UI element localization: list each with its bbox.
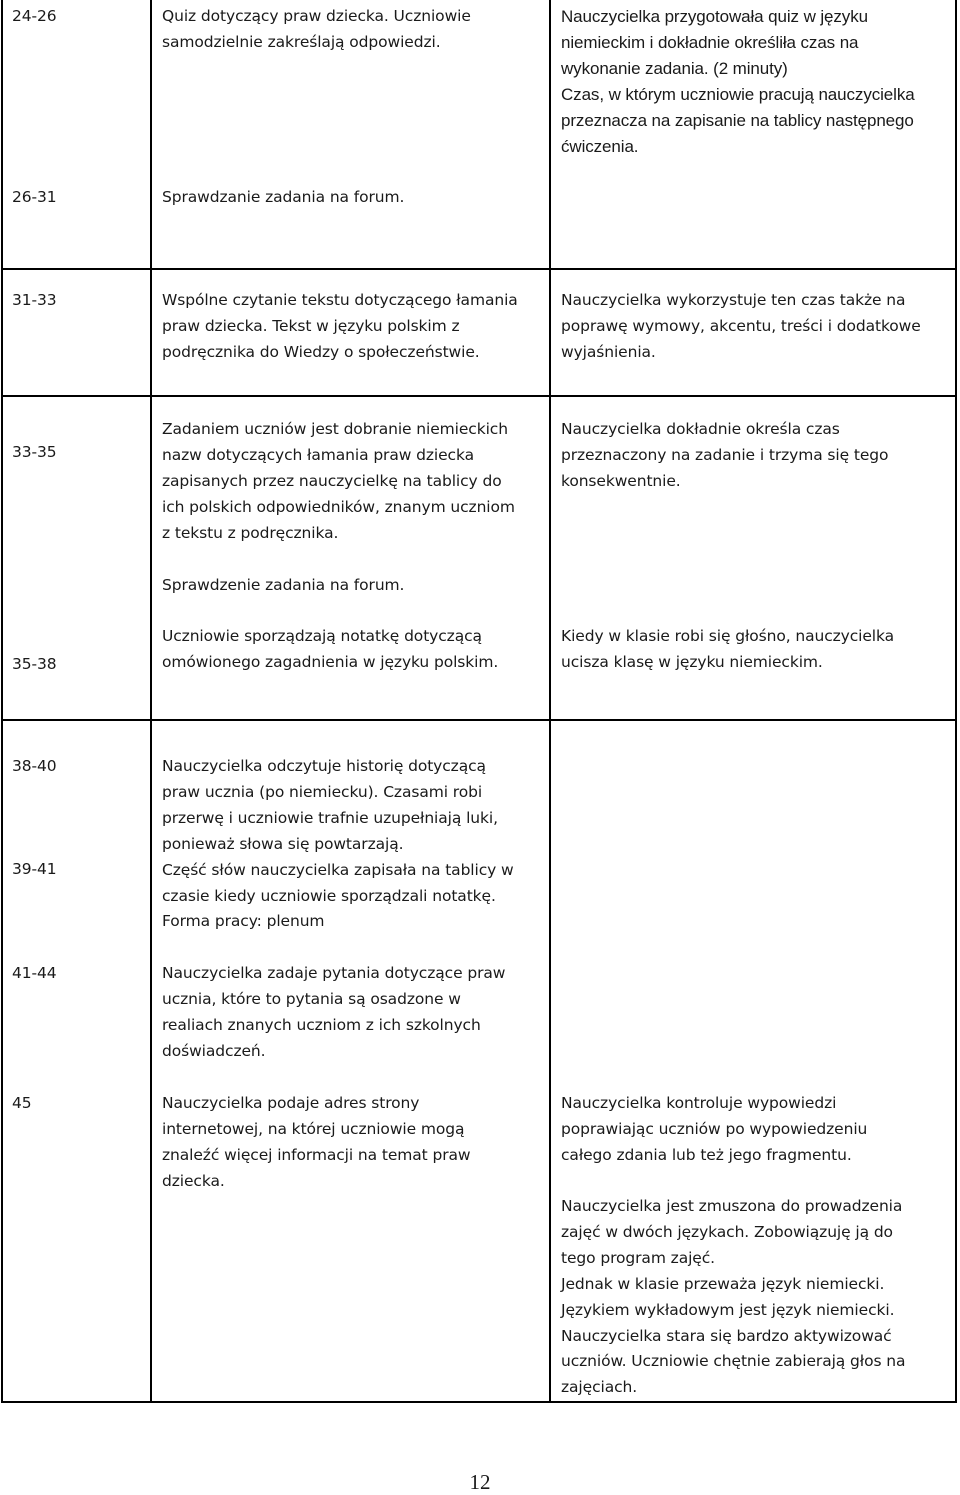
activity-cell: Sprawdzanie zadania na forum. xyxy=(162,188,405,206)
activity-cell: Sprawdzenie zadania na forum. xyxy=(162,576,405,594)
comment-cell: Nauczycielka jest zmuszona do prowadzenia zajęć w dwóch językach. Zobowiązuję ją do tego program zajęć. Jednak w klasie przeważa język niemiecki. Językiem wykładowym jest język niemiecki. Nauczycielka stara się bardzo aktywizować uczniów. Uczniowie chętnie zabierają głos na zajęciach. xyxy=(561,1197,906,1397)
comment-cell: Kiedy w klasie robi się głośno, nauczycielka ucisza klasę w języku niemieckim. xyxy=(561,627,895,671)
time-cell: 45 xyxy=(12,1094,32,1112)
time-cell: 39-41 xyxy=(12,860,57,878)
row-divider-3 xyxy=(1,719,957,721)
table-border-right xyxy=(955,0,957,1403)
comment-cell: Nauczycielka wykorzystuje ten czas także na poprawę wymowy, akcentu, treści i dodatkowe wyjaśnienia. xyxy=(561,291,921,361)
time-cell: 24-26 xyxy=(12,7,57,25)
time-cell: 26-31 xyxy=(12,188,57,206)
activity-cell: Wspólne czytanie tekstu dotyczącego łamania praw dziecka. Tekst w języku polskim z podręcznika do Wiedzy o społeczeństwie. xyxy=(162,291,518,361)
column-divider-1 xyxy=(150,0,152,1403)
activity-cell: Quiz dotyczący praw dziecka. Uczniowie samodzielnie zakreślają odpowiedzi. xyxy=(162,7,471,51)
comment-cell: Nauczycielka dokładnie określa czas przeznaczony na zadanie i trzyma się tego konsekwentnie. xyxy=(561,420,889,490)
activity-cell: Nauczycielka odczytuje historię dotyczącą praw ucznia (po niemiecku). Czasami robi przerwę i uczniowie trafnie uzupełniają luki, ponieważ słowa się powtarzają. Część słów nauczycielka zapisała na tablicy w czasie kiedy uczniowie sporządzali notatkę. Forma pracy: plenum xyxy=(162,757,514,931)
page-number: 12 xyxy=(469,1470,491,1494)
comment-cell: Nauczycielka kontroluje wypowiedzi poprawiając uczniów po wypowiedzeniu całego zdania lub też jego fragmentu. xyxy=(561,1094,868,1164)
time-cell: 35-38 xyxy=(12,655,57,673)
time-cell: 31-33 xyxy=(12,291,57,309)
time-cell: 38-40 xyxy=(12,757,57,775)
activity-cell: Nauczycielka podaje adres strony internetowej, na której uczniowie mogą znaleźć więcej informacji na temat praw dziecka. xyxy=(162,1094,471,1190)
row-divider-1 xyxy=(1,268,957,270)
activity-cell: Nauczycielka zadaje pytania dotyczące praw ucznia, które to pytania są osadzone w realiach znanych uczniom z ich szkolnych doświadczeń. xyxy=(162,964,506,1060)
time-cell: 41-44 xyxy=(12,964,57,982)
time-cell: 33-35 xyxy=(12,443,57,461)
row-divider-2 xyxy=(1,395,957,397)
comment-cell: Nauczycielka przygotowała quiz w języku niemieckim i dokładnie określiła czas na wykonanie zadania. (2 minuty) Czas, w którym uczniowie pracują nauczycielka przeznacza na zapisanie na tablicy następnego ćwiczenia. xyxy=(561,7,915,156)
activity-cell: Zadaniem uczniów jest dobranie niemieckich nazw dotyczących łamania praw dziecka zapisanych przez nauczycielkę na tablicy do ich polskich odpowiedników, znanym uczniom z tekstu z podręcznika. xyxy=(162,420,515,542)
column-divider-2 xyxy=(549,0,551,1403)
table-border-bottom xyxy=(1,1401,957,1403)
table-border-left xyxy=(1,0,3,1403)
activity-cell: Uczniowie sporządzają notatkę dotyczącą omówionego zagadnienia w języku polskim. xyxy=(162,627,499,671)
